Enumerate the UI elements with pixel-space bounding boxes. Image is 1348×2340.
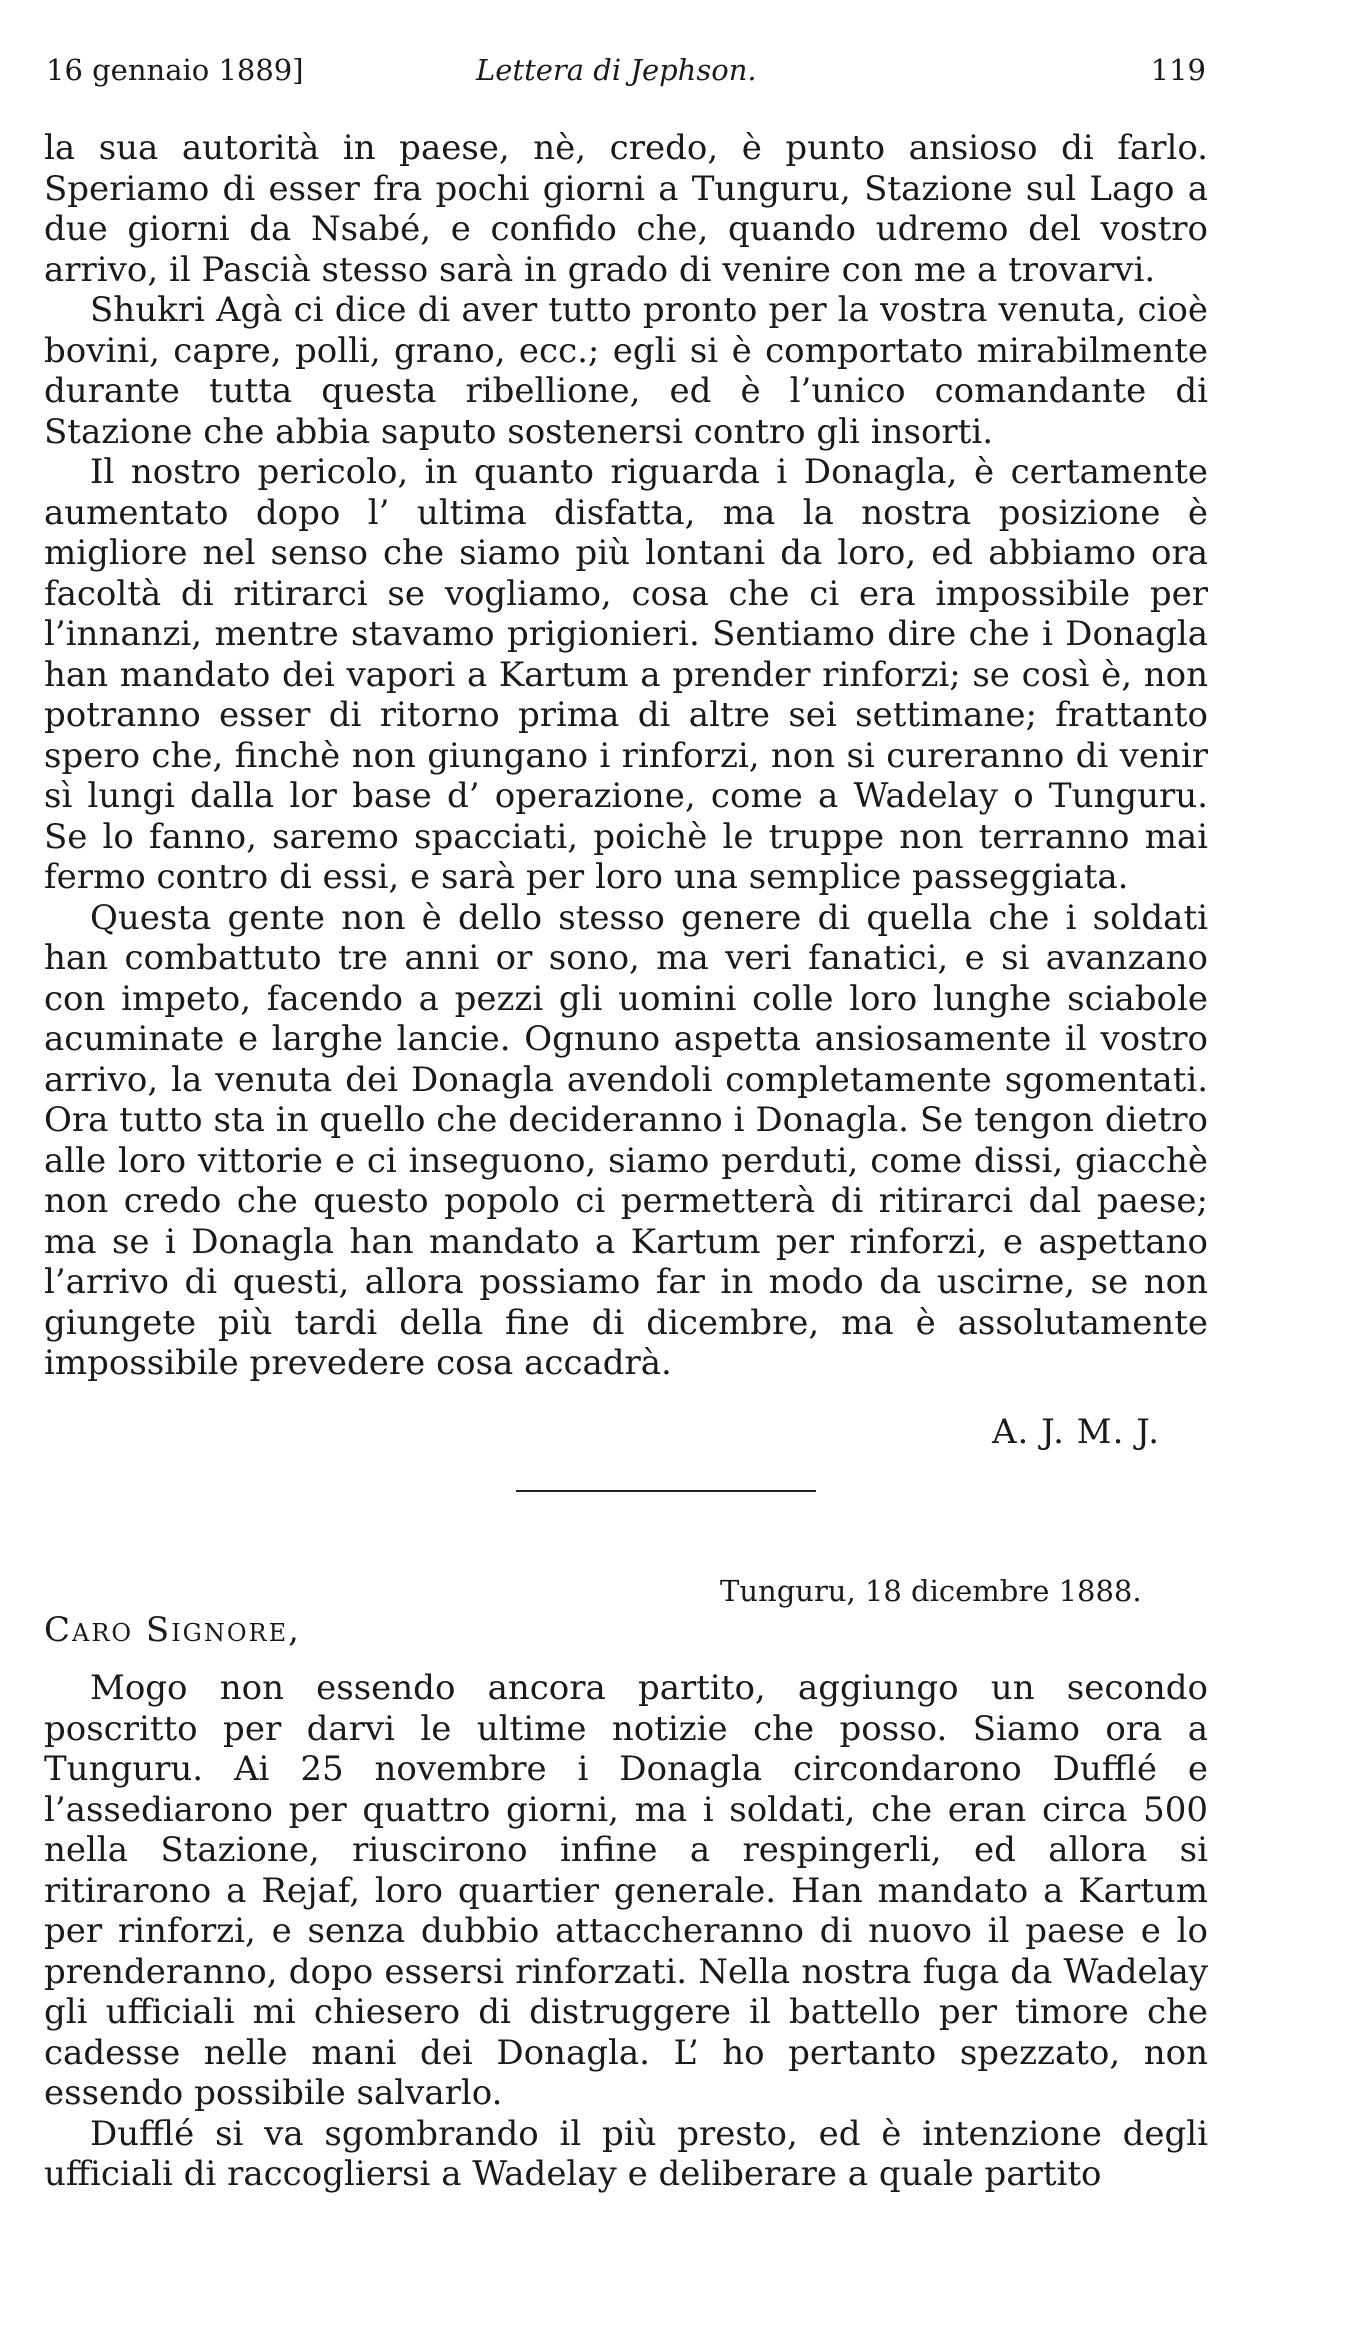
page-number: 119 xyxy=(1150,53,1206,87)
signature-initials: A. J. M. J. xyxy=(992,1412,1161,1452)
salutation: Caro Signore, xyxy=(44,1610,301,1650)
letter-body xyxy=(44,128,1208,1384)
header-title: Lettera di Jephson. xyxy=(476,53,757,87)
paragraph: Il nostro pericolo, in quanto riguarda i Donagla, è certamente aumentato dopo l’ ultima disfatta, ma la nostra posizione è migliore nel senso che siamo più lontani da loro, ed abbiamo ora facoltà di ritirarci se vogliamo, cosa che ci era impossibile per l’innanzi, mentre stavamo prigionieri. Sentiamo dire che i Donagla han mandato dei vapori a Kartum a prender rinforzi; se così è, non potranno esser di ritorno prima di altre sei settimane; frattanto spero che, finchè non giungano i rinforzi, non si cureranno di venir sì lungi dalla lor base d’ operazione, come a Wadelay o Tunguru. Se lo fanno, saremo spacciati, poichè le truppe non terranno mai fermo contro di essi, e sarà per loro una semplice passeggiata. xyxy=(44,452,1208,897)
paragraph: Questa gente non è dello stesso genere di quella che i soldati han combattuto tre anni or sono, ma veri fanatici, e si avanzano con impeto, facendo a pezzi gli uomini colle loro lunghe sciabole acuminate e larghe lancie. Ognuno aspetta ansiosamente il vostro arrivo, la venuta dei Donagla avendoli completamente sgomentati. Ora tutto sta in quello che decideranno i Donagla. Se tengon dietro alle loro vittorie e ci inseguono, siamo perduti, come dissi, giacchè non credo che questo popolo ci permetterà di ritirarci dal paese; ma se i Donagla han mandato a Kartum per rinforzi, e aspettano l’arrivo di questi, allora possiamo far in modo da uscirne, se non giungete più tardi della fine di dicembre, ma è assolutamente impossibile prevedere cosa accadrà. xyxy=(44,897,1208,1383)
dateline: Tunguru, 18 dicembre 1888. xyxy=(720,1574,1142,1608)
paragraph: Shukri Agà ci dice di aver tutto pronto per la vostra venuta, cioè bovini, capre, polli, grano, ecc.; egli si è comportato mirabilmente durante tutta questa ribellione, ed è l’unico comandante di Stazione che abbia saputo sostenersi contro gli insorti. xyxy=(44,290,1208,452)
paragraph: Dufflé si va sgombrando il più presto, ed è intenzione degli ufficiali di raccogliersi a Wadelay e deliberare a quale partito xyxy=(44,2113,1208,2194)
section-divider xyxy=(516,1490,816,1492)
running-head xyxy=(46,50,1206,90)
paragraph: la sua autorità in paese, nè, credo, è punto ansioso di farlo. Speriamo di esser fra pochi giorni a Tunguru, Stazione sul Lago a due giorni da Nsabé, e confido che, quando udremo del vostro arrivo, il Pascià stesso sarà in grado di venire con me a trovarvi. xyxy=(44,128,1208,290)
postscript-body xyxy=(44,1668,1208,2195)
header-date: 16 gennaio 1889] xyxy=(46,53,304,87)
paragraph: Mogo non essendo ancora partito, aggiungo un secondo poscritto per darvi le ultime notizie che posso. Siamo ora a Tunguru. Ai 25 novembre i Donagla circondarono Dufflé e l’assediarono per quattro giorni, ma i soldati, che eran circa 500 nella Stazione, riuscirono infine a respingerli, ed allora si ritirarono a Rejaf, loro quartier generale. Han mandato a Kartum per rinforzi, e senza dubbio attaccheranno di nuovo il paese e lo prenderanno, dopo essersi rinforzati. Nella nostra fuga da Wadelay gli ufficiali mi chiesero di distruggere il battello per timore che cadesse nelle mani dei Donagla. L’ ho pertanto spezzato, non essendo possibile salvarlo. xyxy=(44,1668,1208,2113)
